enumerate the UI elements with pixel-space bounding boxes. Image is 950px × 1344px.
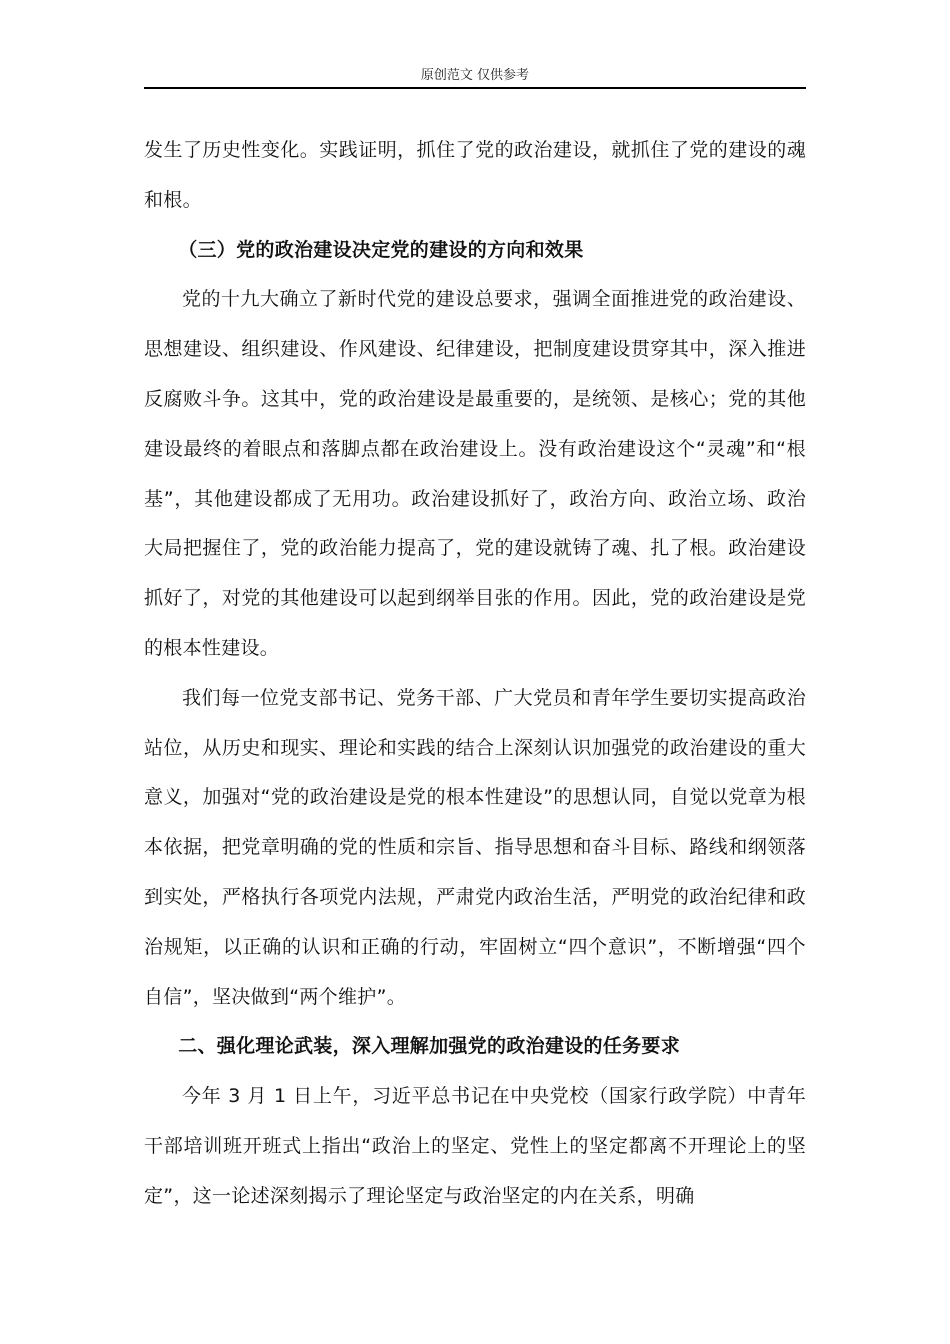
- paragraph-theory: 今年 3 月 1 日上午，习近平总书记在中央党校（国家行政学院）中青年干部培训班开班式上指出“政治上的坚定、党性上的坚定都离不开理论上的坚定”，这一论述深刻揭示了理论坚定与政治坚定的内在关系，明确: [144, 1085, 806, 1207]
- paragraph-party-members: 我们每一位党支部书记、党务干部、广大党员和青年学生要切实提高政治站位，从历史和现实、理论和实践的结合上深刻认识加强党的政治建设的重大意义，加强对“党的政治建设是党的根本性建设”的思想认同，自觉以党章为根本依据，把党章明确的党的性质和宗旨、指导思想和奋斗目标、路线和纲领落到实处，严格执行各项党内法规，严肃党内政治生活，严明党的政治纪律和政治规矩，以正确的认识和正确的行动，牢固树立“四个意识”，不断增强“四个自信”，坚决做到“两个维护”。: [144, 686, 806, 1008]
- section-heading-3: （三）党的政治建设决定党的建设的方向和效果: [178, 238, 584, 261]
- paragraph-nineteenth-congress: 党的十九大确立了新时代党的建设总要求，强调全面推进党的政治建设、思想建设、组织建设、作风建设、纪律建设，把制度建设贯穿其中，深入推进反腐败斗争。这其中，党的政治建设是最重要的，是统领、是核心；党的其他建设最终的着眼点和落脚点都在政治建设上。没有政治建设这个“灵魂”和“根基”，其他建设都成了无用功。政治建设抓好了，政治方向、政治立场、政治大局把握住了，党的政治能力提高了，党的建设就铸了魂、扎了根。政治建设抓好了，对党的其他建设可以起到纲举目张的作用。因此，党的政治建设是党的根本性建设。: [144, 288, 806, 659]
- paragraph-continuation: 发生了历史性变化。实践证明，抓住了党的政治建设，就抓住了党的建设的魂和根。: [144, 139, 806, 211]
- section-heading-2: 二、强化理论武装，深入理解加强党的政治建设的任务要求: [178, 1035, 680, 1058]
- header-text: 原创范文 仅供参考: [420, 68, 530, 83]
- document-body: [144, 126, 806, 1222]
- page-header: [144, 66, 806, 89]
